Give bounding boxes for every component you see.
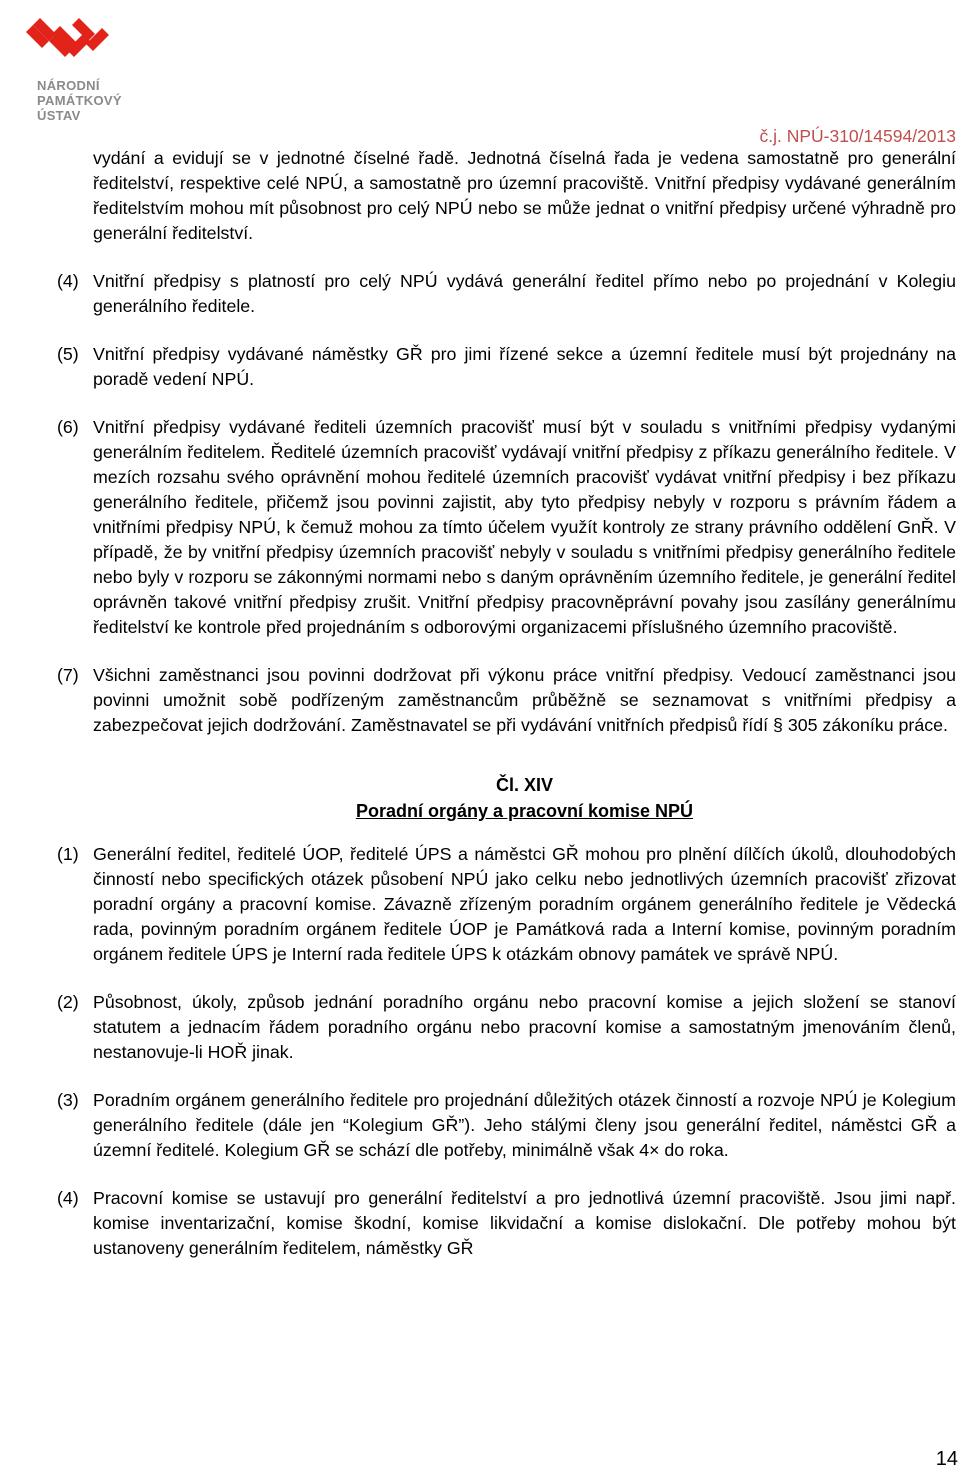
logo-line-2: PAMÁTKOVÝ xyxy=(37,93,122,108)
document-body xyxy=(57,146,956,1261)
article-paragraph-2 xyxy=(57,990,956,1065)
paragraph-4 xyxy=(57,269,956,319)
paragraph-text: Pracovní komise se ustavují pro generální ředitelství a pro jednotlivá územní pracoviště. Jsou jimi např. komise inventarizační, komise škodní, komise likvidační a komise dislokační. Dle potřeby mohou být ustanoveny generálním ředitelem, náměstky GŘ xyxy=(93,1188,956,1258)
paragraph-5 xyxy=(57,342,956,392)
article-title: Poradní orgány a pracovní komise NPÚ xyxy=(355,801,694,821)
article-paragraph-1 xyxy=(57,842,956,967)
paragraph-text: Generální ředitel, ředitelé ÚOP, ředitelé ÚPS a náměstci GŘ mohou pro plnění dílčích úkolů, dlouhodobých činností nebo specifických otázek působení NPÚ jako celku nebo jednotlivých územních pracovišť zřizovat poradní orgány a pracovní komise. Závazně zřízeným poradním orgánem generálního ředitele je Vědecká rada, povinným poradním orgánem ředitele ÚOP je Památková rada a Interní komise, povinným poradním orgánem ředitele ÚPS je Interní rada ředitele ÚPS k otázkám obnovy památek ve správě NPÚ. xyxy=(93,844,956,964)
paragraph-text: Působnost, úkoly, způsob jednání poradního orgánu nebo pracovní komise a jejich složení se stanoví statutem a jednacím řádem poradního orgánu nebo pracovní komise a samostatným jmenováním členů, nestanovuje-li HOŘ jinak. xyxy=(93,992,956,1062)
article-paragraph-4 xyxy=(57,1186,956,1261)
paragraph-text: Vnitřní předpisy vydávané řediteli územních pracovišť musí být v souladu s vnitřními předpisy vydanými generálním ředitelem. Ředitelé územních pracovišť vydávají vnitřní předpisy z příkazu generálního ředitele. V mezích rozsahu svého oprávnění mohou ředitelé územních pracovišť vydávat vnitřní předpisy i bez příkazu generálního ředitele, přičemž jsou povinni zajistit, aby tyto předpisy nebyly v rozporu s právním řádem a vnitřními předpisy NPÚ, k čemuž mohou za tímto účelem využít kontroly ze strany právního oddělení GnŘ. V případě, že by vnitřní předpisy územních pracovišť nebyly v souladu s vnitřními předpisy generálního ředitele nebo byly v rozporu se zákonnými normami nebo s daným oprávněním územního ředitele, je generální ředitel oprávněn takové vnitřní předpisy zrušit. Vnitřní předpisy pracovněprávní povahy jsou zasílány generálnímu ředitelství ke kontrole před projednáním s odborovými organizacemi příslušného územního pracoviště. xyxy=(93,417,956,637)
paragraph-number: (5) xyxy=(57,344,79,364)
article-heading xyxy=(93,772,956,824)
page-number: 14 xyxy=(935,1448,958,1470)
article-paragraph-3 xyxy=(57,1088,956,1163)
logo-line-1: NÁRODNÍ xyxy=(37,78,100,93)
paragraph-number: (2) xyxy=(57,992,79,1012)
paragraph-text: Poradním orgánem generálního ředitele pro projednání důležitých otázek činností a rozvoje NPÚ je Kolegium generálního ředitele (dále jen “Kolegium GŘ”). Jeho stálými členy jsou generální ředitel, náměstci GŘ a územní ředitelé. Kolegium GŘ se schází dle potřeby, minimálně však 4× do roka. xyxy=(93,1090,956,1160)
npu-logo xyxy=(14,14,154,132)
paragraph-7 xyxy=(57,663,956,738)
paragraph-number: (4) xyxy=(57,271,79,291)
paragraph-text: Všichni zaměstnanci jsou povinni dodržovat při výkonu práce vnitřní předpisy. Vedoucí zaměstnanci jsou povinni umožnit sobě podřízeným zaměstnancům průběžně se seznamovat s vnitřními předpisy a zabezpečovat jejich dodržování. Zaměstnavatel se při vydávání vnitřních předpisů řídí § 305 zákoníku práce. xyxy=(93,665,956,735)
continuation-paragraph: vydání a evidují se v jednotné číselné řadě. Jednotná číselná řada je vedena samostatně pro generální ředitelství, respektive celé NPÚ, a samostatně pro územní pracoviště. Vnitřní předpisy vydávané generálním ředitelstvím mohou mít působnost pro celý NPÚ nebo se může jednat o vnitřní předpisy určené výhradně pro generální ředitelství. xyxy=(93,148,956,243)
paragraph-number: (1) xyxy=(57,844,79,864)
paragraph-text: Vnitřní předpisy vydávané náměstky GŘ pro jimi řízené sekce a územní ředitele musí být projednány na poradě vedení NPÚ. xyxy=(93,344,956,389)
paragraph-number: (4) xyxy=(57,1188,79,1208)
article-number: Čl. XIV xyxy=(495,775,553,795)
logo-line-3: ÚSTAV xyxy=(37,108,81,123)
paragraph-6 xyxy=(57,415,956,640)
paragraph-number: (7) xyxy=(57,665,79,685)
document-reference-number: č.j. NPÚ-310/14594/2013 xyxy=(759,126,956,146)
paragraph-number: (6) xyxy=(57,417,79,437)
npu-logo-mark xyxy=(22,16,114,72)
paragraph-number: (3) xyxy=(57,1090,79,1110)
paragraph-text: Vnitřní předpisy s platností pro celý NPÚ vydává generální ředitel přímo nebo po projednání v Kolegiu generálního ředitele. xyxy=(93,271,956,316)
